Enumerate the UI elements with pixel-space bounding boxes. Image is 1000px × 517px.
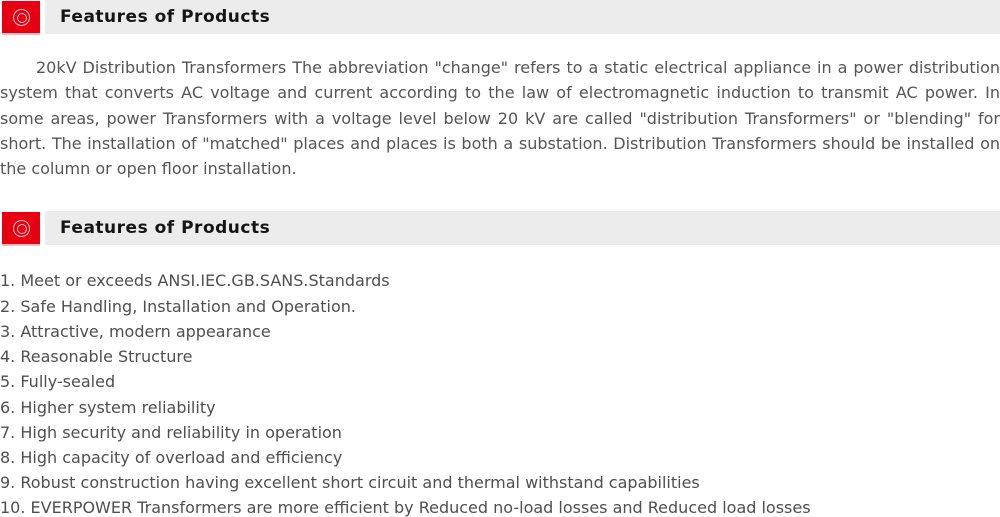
section-title: Features of Products [60, 218, 271, 239]
concentric-rings-icon [13, 9, 30, 26]
feature-item: 7. High security and reliability in operation [0, 422, 342, 442]
feature-item: 1. Meet or exceeds ANSI.IEC.GB.SANS.Standards [0, 271, 390, 291]
section-header-top [0, 0, 1000, 34]
intro-paragraph: 20kV Distribution Transformers The abbreviation "change" refers to a static electrical appliance in a power distribution system that converts AC voltage and current according to the law of electromagnetic induction to transmit AC power. In some areas, power Transformers with a voltage level below 20 kV are called "distribution Transformers" or "blending" for short. The installation of "matched" places and places is both a substation. Distribution Transformers should be installed on the column or open floor installation. [0, 58, 1000, 179]
feature-item: 6. Higher system reliability [0, 397, 216, 417]
feature-item: 2. Safe Handling, Installation and Operation. [0, 296, 356, 316]
feature-item: 3. Attractive, modern appearance [0, 321, 271, 341]
feature-list [0, 268, 1000, 517]
feature-item: 4. Reasonable Structure [0, 347, 193, 367]
feature-item: 9. Robust construction having excellent short circuit and thermal withstand capabilities [0, 473, 700, 493]
feature-item: 10. EVERPOWER Transformers are more efficient by Reduced no-load losses and Reduced load losses [0, 498, 811, 517]
section-title: Features of Products [60, 7, 271, 27]
concentric-rings-icon [13, 220, 30, 237]
feature-item: 8. High capacity of overload and efficiency [0, 447, 343, 467]
section-header-bottom [0, 211, 1000, 245]
brand-logo-box [2, 1, 40, 33]
brand-logo-box [2, 212, 40, 244]
feature-item: 5. Fully-sealed [0, 372, 116, 392]
